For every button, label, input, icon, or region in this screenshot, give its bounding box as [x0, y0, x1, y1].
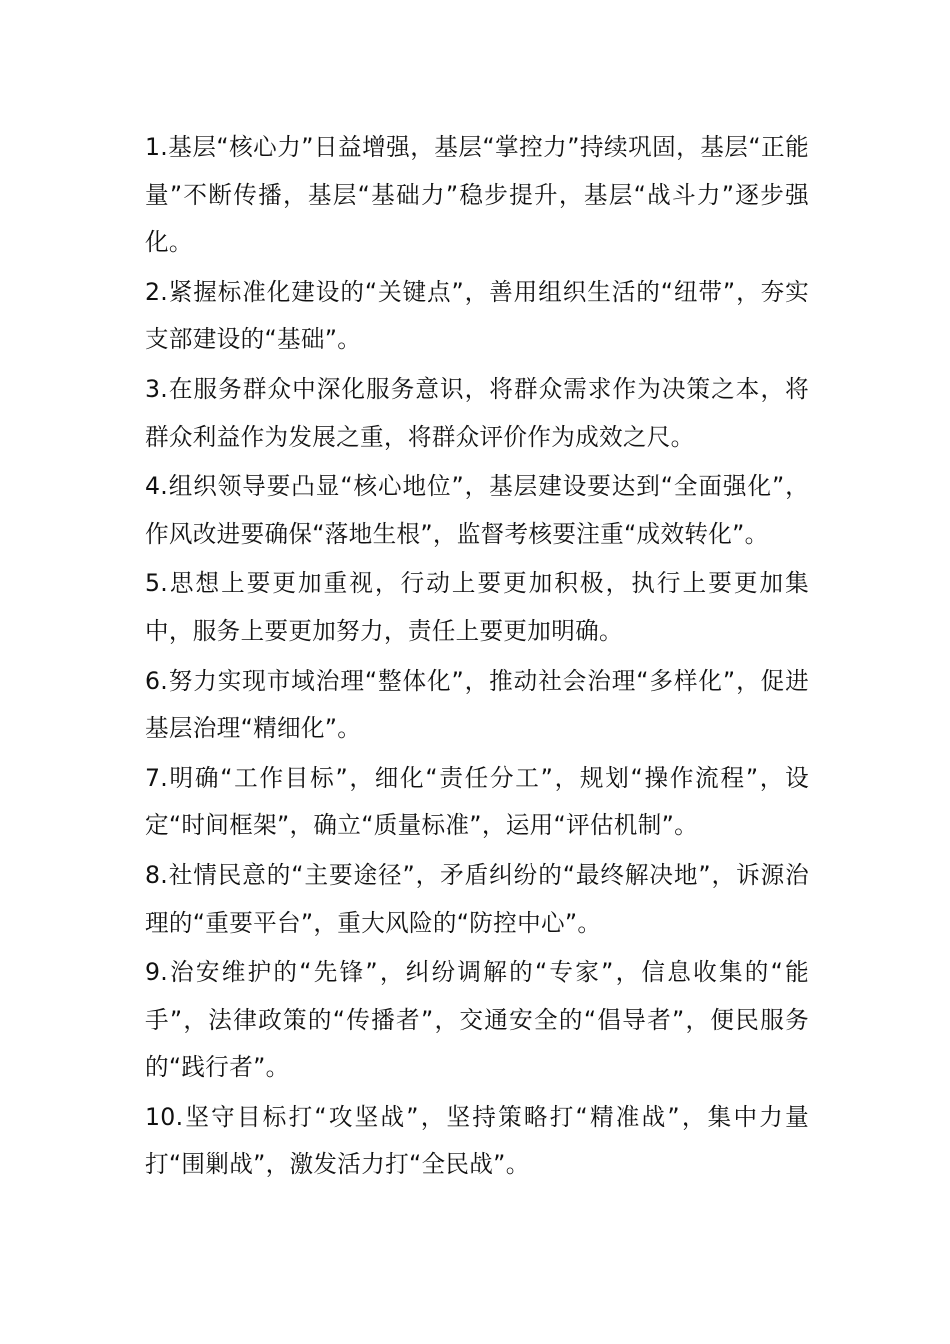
list-item: 4.组织领导要凸显“核心地位”，基层建设要达到“全面强化”，作风改进要确保“落地生根”，监督考核要注重“成效转化”。 — [145, 472, 809, 548]
list-item: 6.努力实现市域治理“整体化”，推动社会治理“多样化”，促进基层治理“精细化”。 — [145, 666, 809, 743]
list-item: 7.明确“工作目标”，细化“责任分工”，规划“操作流程”，设定“时间框架”，确立“质量标准”，运用“评估机制”。 — [145, 763, 809, 840]
list-item: 10.坚守目标打“攻坚战”，坚持策略打“精准战”，集中力量打“围剿战”，激发活力打“全民战”。 — [145, 1102, 809, 1179]
list-item: 5.思想上要更加重视，行动上要更加积极，执行上要更加集中，服务上要更加努力，责任上要更加明确。 — [145, 569, 809, 645]
document-body — [145, 124, 809, 1191]
list-item: 2.紧握标准化建设的“关键点”，善用组织生活的“纽带”，夯实支部建设的“基础”。 — [145, 277, 809, 354]
list-item: 3.在服务群众中深化服务意识，将群众需求作为决策之本，将群众利益作为发展之重，将群众评价作为成效之尺。 — [145, 374, 809, 451]
list-item: 9.治安维护的“先锋”，纠纷调解的“专家”，信息收集的“能手”，法律政策的“传播者”，交通安全的“倡导者”，便民服务的“践行者”。 — [145, 958, 809, 1082]
list-item: 1.基层“核心力”日益增强，基层“掌控力”持续巩固，基层“正能量”不断传播，基层“基础力”稳步提升，基层“战斗力”逐步强化。 — [145, 133, 809, 257]
list-item: 8.社情民意的“主要途径”，矛盾纠纷的“最终解决地”，诉源治理的“重要平台”，重大风险的“防控中心”。 — [145, 860, 809, 937]
